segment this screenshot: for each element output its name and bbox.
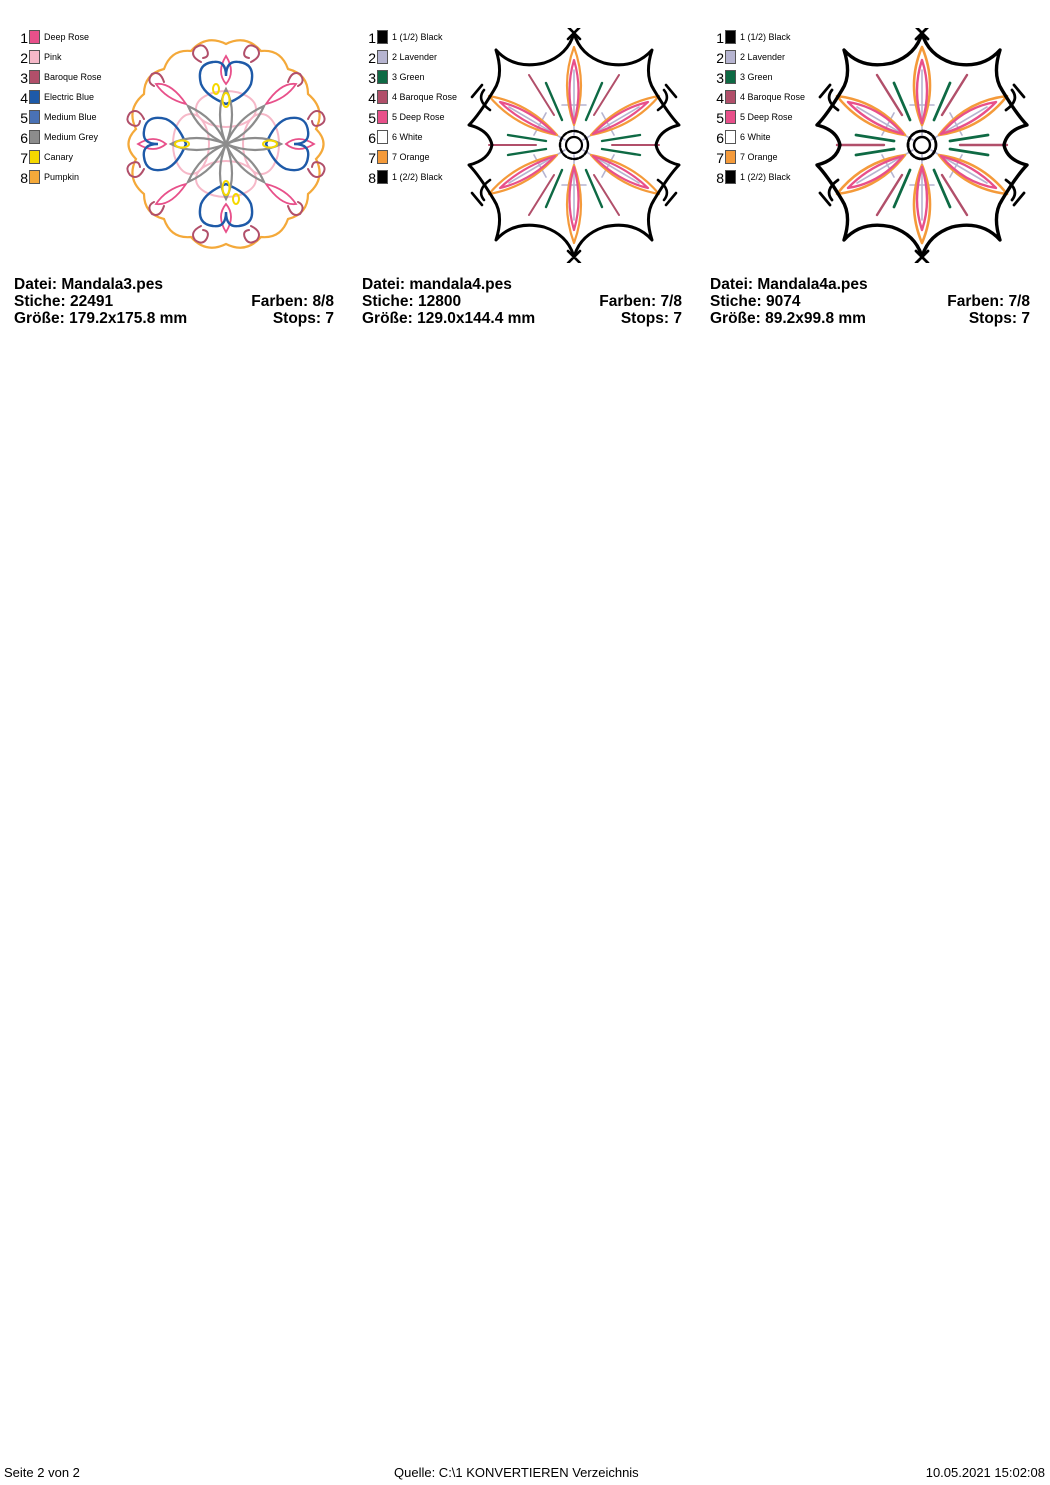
legend-row — [362, 108, 477, 128]
color-swatch — [725, 50, 736, 64]
legend-row — [362, 28, 477, 48]
color-count: Farben: 8/8 — [251, 293, 334, 310]
legend-row — [14, 108, 129, 128]
legend-row — [710, 48, 825, 68]
design-card-mandala4a — [710, 28, 1040, 338]
legend-row — [710, 168, 825, 188]
color-swatch — [29, 170, 40, 184]
legend-row — [710, 148, 825, 168]
color-swatch — [725, 170, 736, 184]
stitch-count: Stiche: 12800 — [362, 293, 462, 310]
legend-number: 1 — [20, 30, 28, 46]
legend-number: 3 — [368, 70, 376, 86]
thread-name: Medium Blue — [44, 112, 97, 122]
design-card-mandala4 — [362, 28, 692, 338]
legend-row — [14, 68, 129, 88]
legend-number: 6 — [716, 130, 724, 146]
thread-name: Baroque Rose — [44, 72, 102, 82]
thread-name: 7 Orange — [740, 152, 778, 162]
legend-number: 8 — [368, 170, 376, 186]
legend-row — [710, 28, 825, 48]
color-swatch — [725, 70, 736, 84]
legend-row — [710, 68, 825, 88]
legend-number: 3 — [20, 70, 28, 86]
stop-count: Stops: 7 — [620, 310, 682, 327]
color-swatch — [29, 90, 40, 104]
design-info — [14, 276, 334, 327]
legend-number: 2 — [20, 50, 28, 66]
legend-row — [362, 48, 477, 68]
thread-name: 4 Baroque Rose — [392, 92, 458, 102]
legend-number: 1 — [716, 30, 724, 46]
design-size: Größe: 129.0x144.4 mm — [362, 310, 536, 327]
legend-number: 2 — [368, 50, 376, 66]
color-legend — [14, 28, 129, 188]
page-number: Seite 2 von 2 — [4, 1465, 80, 1480]
thread-name: 5 Deep Rose — [740, 112, 793, 122]
legend-number: 8 — [716, 170, 724, 186]
color-swatch — [377, 50, 388, 64]
legend-row — [710, 128, 825, 148]
embroidery-preview-mandala4a — [815, 28, 1030, 263]
file-name: Datei: Mandala3.pes — [14, 276, 164, 293]
legend-number: 3 — [716, 70, 724, 86]
color-swatch — [377, 90, 388, 104]
design-info — [710, 276, 1030, 327]
design-info — [362, 276, 682, 327]
thread-name: 2 Lavender — [740, 52, 786, 62]
legend-row — [14, 28, 129, 48]
design-size: Größe: 89.2x99.8 mm — [710, 310, 866, 327]
thread-name: Canary — [44, 152, 74, 162]
file-name: Datei: Mandala4a.pes — [710, 276, 868, 293]
legend-number: 6 — [368, 130, 376, 146]
color-swatch — [725, 150, 736, 164]
thread-name: 1 (2/2) Black — [740, 172, 791, 182]
color-swatch — [725, 110, 736, 124]
thread-name: Deep Rose — [44, 32, 90, 42]
color-count: Farben: 7/8 — [599, 293, 682, 310]
legend-row — [14, 168, 129, 188]
stop-count: Stops: 7 — [272, 310, 334, 327]
color-swatch — [29, 70, 40, 84]
legend-number: 4 — [716, 90, 724, 106]
legend-row — [14, 48, 129, 68]
legend-number: 5 — [20, 110, 28, 126]
thread-name: 3 Green — [392, 72, 425, 82]
print-timestamp: 10.05.2021 15:02:08 — [925, 1465, 1045, 1480]
legend-row — [14, 88, 129, 108]
color-swatch — [377, 150, 388, 164]
legend-number: 1 — [368, 30, 376, 46]
legend-row — [14, 128, 129, 148]
legend-row — [362, 68, 477, 88]
thread-name: Pink — [44, 52, 62, 62]
color-swatch — [29, 110, 40, 124]
thread-name: Electric Blue — [44, 92, 95, 102]
stop-count: Stops: 7 — [968, 310, 1030, 327]
legend-number: 6 — [20, 130, 28, 146]
legend-row — [362, 128, 477, 148]
color-swatch — [29, 50, 40, 64]
color-count: Farben: 7/8 — [947, 293, 1030, 310]
thread-name: 7 Orange — [392, 152, 430, 162]
stitch-count: Stiche: 22491 — [14, 293, 114, 310]
color-legend — [362, 28, 477, 188]
legend-row — [362, 168, 477, 188]
legend-row — [14, 148, 129, 168]
stitch-count: Stiche: 9074 — [710, 293, 801, 310]
thread-name: 1 (1/2) Black — [740, 32, 791, 42]
color-swatch — [377, 110, 388, 124]
color-swatch — [377, 130, 388, 144]
thread-name: 3 Green — [740, 72, 773, 82]
color-swatch — [725, 30, 736, 44]
thread-name: 6 White — [740, 132, 771, 142]
color-swatch — [725, 90, 736, 104]
thread-name: Pumpkin — [44, 172, 80, 182]
legend-row — [710, 108, 825, 128]
thread-name: 2 Lavender — [392, 52, 438, 62]
color-swatch — [29, 150, 40, 164]
legend-row — [362, 88, 477, 108]
thread-name: 1 (2/2) Black — [392, 172, 443, 182]
color-swatch — [377, 30, 388, 44]
source-path: Quelle: C:\1 KONVERTIEREN Verzeichnis — [394, 1465, 639, 1480]
legend-number: 7 — [20, 150, 28, 166]
file-name: Datei: mandala4.pes — [362, 276, 512, 293]
legend-number: 7 — [716, 150, 724, 166]
thread-name: 5 Deep Rose — [392, 112, 445, 122]
color-swatch — [377, 70, 388, 84]
legend-row — [710, 88, 825, 108]
thread-name: 4 Baroque Rose — [740, 92, 806, 102]
thread-name: 6 White — [392, 132, 423, 142]
legend-row — [362, 148, 477, 168]
legend-number: 5 — [368, 110, 376, 126]
legend-number: 4 — [20, 90, 28, 106]
legend-number: 8 — [20, 170, 28, 186]
thread-name: 1 (1/2) Black — [392, 32, 443, 42]
design-size: Größe: 179.2x175.8 mm — [14, 310, 188, 327]
legend-number: 2 — [716, 50, 724, 66]
embroidery-preview-mandala4 — [467, 28, 682, 263]
thread-name: Medium Grey — [44, 132, 99, 142]
color-swatch — [377, 170, 388, 184]
color-swatch — [29, 30, 40, 44]
color-swatch — [29, 130, 40, 144]
color-legend — [710, 28, 825, 188]
design-card-mandala3 — [14, 28, 344, 338]
legend-number: 7 — [368, 150, 376, 166]
color-swatch — [725, 130, 736, 144]
embroidery-preview-mandala3 — [119, 28, 334, 263]
legend-number: 4 — [368, 90, 376, 106]
legend-number: 5 — [716, 110, 724, 126]
